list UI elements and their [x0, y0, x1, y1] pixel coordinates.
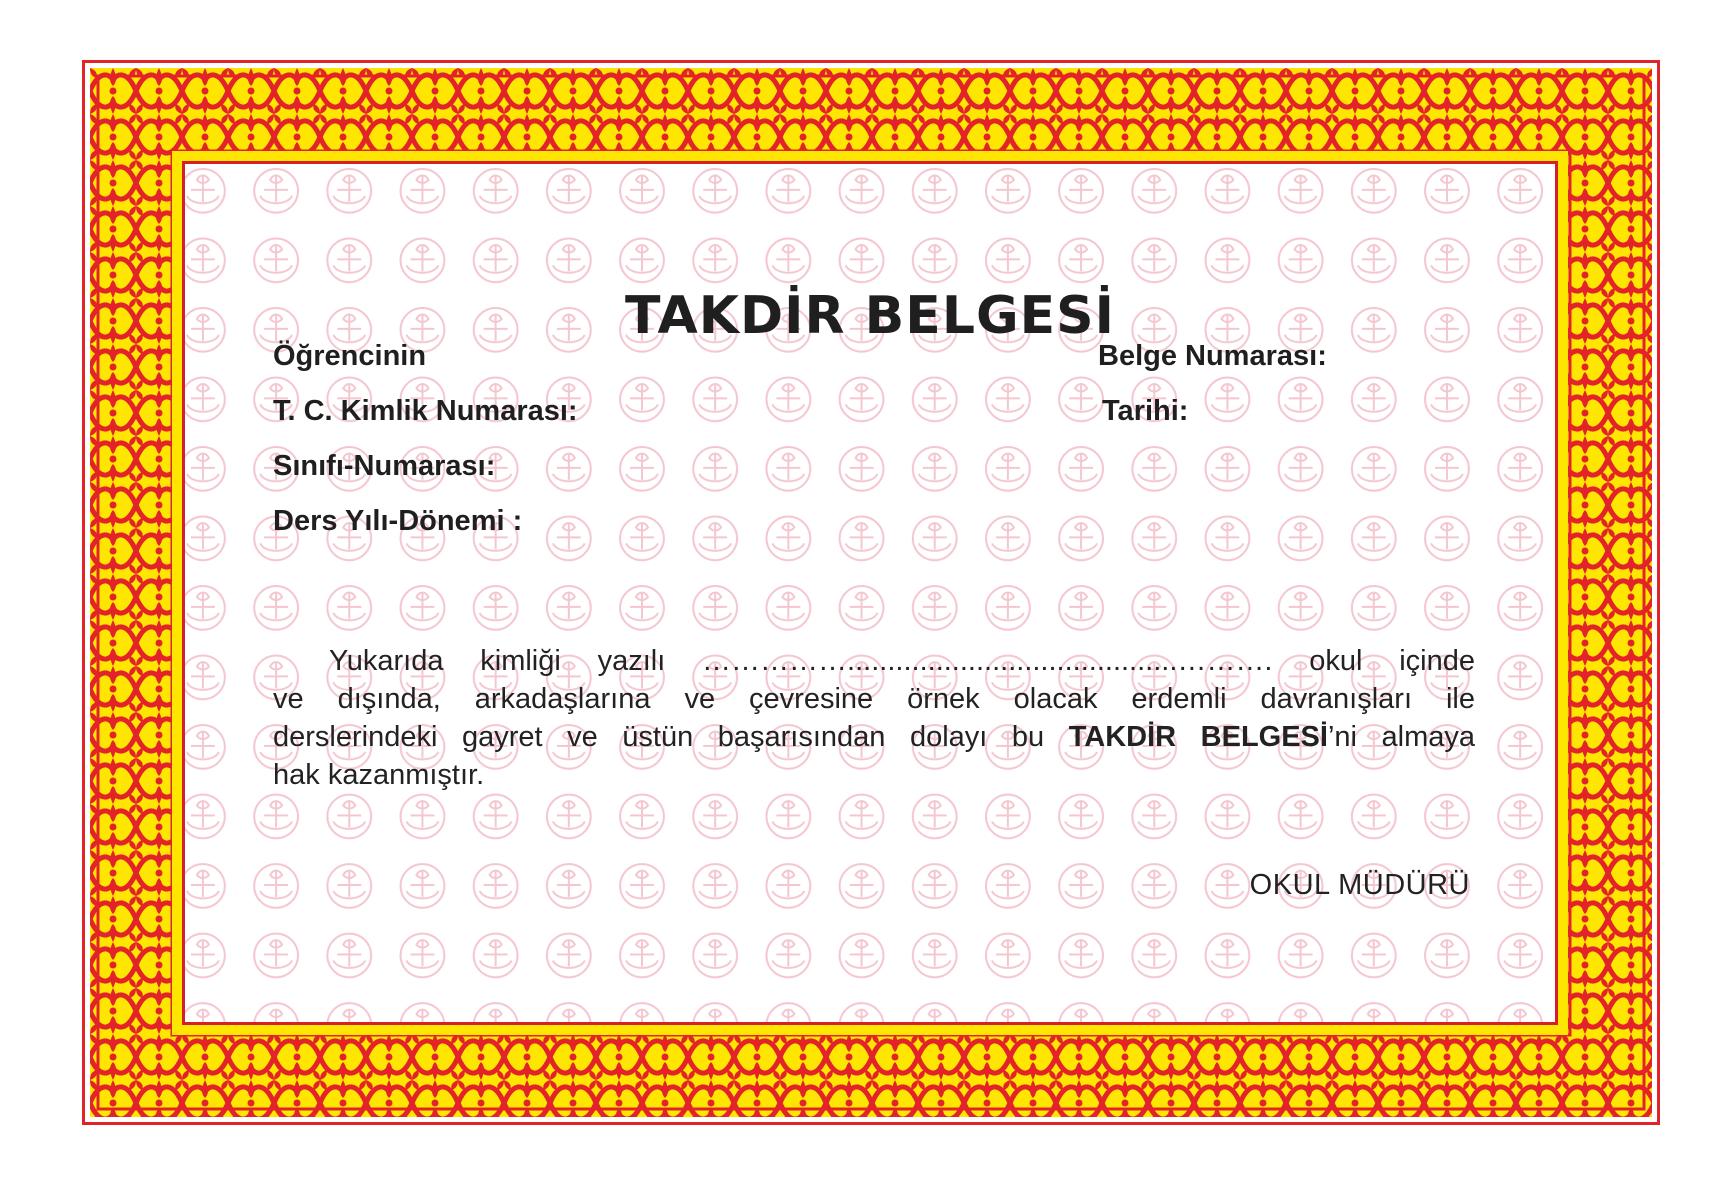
body-line-4: hak kazanmıştır.	[273, 759, 485, 791]
body-line-2: ve dışında, arkadaşlarına ve çevresine örnek olacak erdemli davranışları ile	[273, 683, 1475, 715]
body-line-3-bold-title: TAKDİR BELGESİ	[1068, 721, 1328, 753]
date-label: Tarihi:	[1102, 395, 1189, 427]
principal-signature-label: OKUL MÜDÜRÜ	[1249, 869, 1470, 901]
student-label: Öğrencinin	[273, 340, 427, 372]
certificate-panel	[182, 161, 1558, 1025]
body-line-3	[273, 718, 1475, 756]
school-year-term-label: Ders Yılı-Dönemi :	[273, 505, 523, 537]
document-number-label: Belge Numarası:	[1098, 340, 1327, 372]
tc-id-label: T. C. Kimlik Numarası:	[273, 395, 578, 427]
class-number-label: Sınıfı-Numarası:	[273, 450, 496, 482]
certificate-body-text	[273, 642, 1475, 794]
body-line-3-start: derslerindeki gayret ve üstün başarısından dolayı bu	[273, 721, 1069, 753]
certificate-title: TAKDİR BELGESİ	[625, 286, 1115, 346]
body-line-1: Yukarıda kimliği yazılı …………….........................................………. okul içinde	[329, 645, 1475, 677]
body-line-3-end: ’ni almaya	[1327, 721, 1476, 753]
